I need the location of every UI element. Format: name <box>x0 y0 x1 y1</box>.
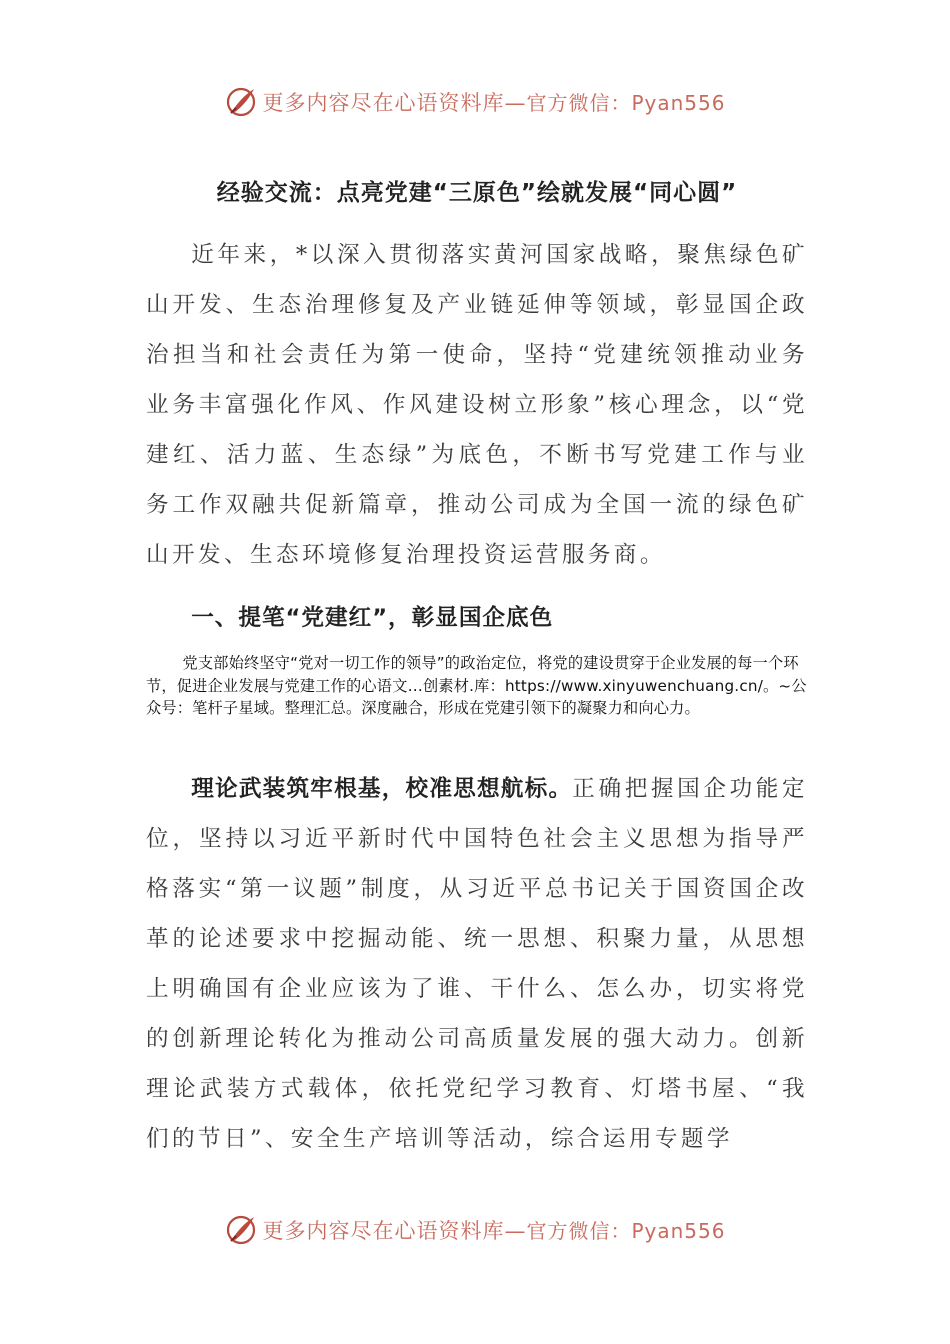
intro-paragraph: 近年来，*以深入贯彻落实黄河国家战略，聚焦绿色矿山开发、生态治理修复及产业链延伸等领域，彰显国企政治担当和社会责任为第一使命，坚持“党建统领推动业务业务丰富强化作风、作风建设树立形象”核心理念，以“党建红、活力蓝、生态绿”为底色，不断书写党建工作与业务工作双融共促新篇章，推动公司成为全国一流的绿色矿山开发、生态环境修复治理投资运营服务商。 <box>146 242 808 568</box>
paragraph-2 <box>146 764 808 1164</box>
paragraph-2-body: 正确把握国企功能定位，坚持以习近平新时代中国特色社会主义思想为指导严格落实“第一议题”制度，从习近平总书记关于国资国企改革的论述要求中挖掘动能、统一思想、积聚力量，从思想上明确国有企业应该为了谁、干什么、怎么办，切实将党的创新理论转化为推动公司高质量发展的强大动力。创新理论武装方式载体，依托党纪学习教育、灯塔书屋、“我们的节日”、安全生产培训等活动，综合运用专题学 <box>146 776 808 1152</box>
banner-text <box>262 1215 725 1245</box>
banner-separator: — <box>504 1219 527 1243</box>
banner-brand: 更多内容尽在心语资料库 <box>262 91 505 115</box>
section1-small-paragraph: 党支部始终坚守“党对一切工作的领导”的政治定位，将党的建设贯穿于企业发展的每一个环节，促进企业发展与党建工作的心语文…创素材.库：https://www.xinyuwenchuang.cn/。~公众号：笔杆子星域。整理汇总。深度融合，形成在党建引领下的凝聚力和向心力。 <box>146 654 807 717</box>
banner-separator: — <box>504 91 527 115</box>
banner-text <box>262 87 725 117</box>
paragraph-2-lead: 理论武装筑牢根基，校准思想航标。 <box>191 776 573 802</box>
banner-wechat: 官方微信：Pyan556 <box>526 91 726 115</box>
footer-banner <box>0 1210 950 1250</box>
quill-pen-logo-icon <box>224 85 258 119</box>
header-banner <box>0 82 950 122</box>
section-heading-1: 一、提笔“党建红”，彰显国企底色 <box>191 605 554 631</box>
banner-brand: 更多内容尽在心语资料库 <box>262 1219 505 1243</box>
document-title: 经验交流：点亮党建“三原色”绘就发展“同心圆” <box>216 180 738 206</box>
quill-pen-logo-icon <box>224 1213 258 1247</box>
banner-wechat: 官方微信：Pyan556 <box>526 1219 726 1243</box>
